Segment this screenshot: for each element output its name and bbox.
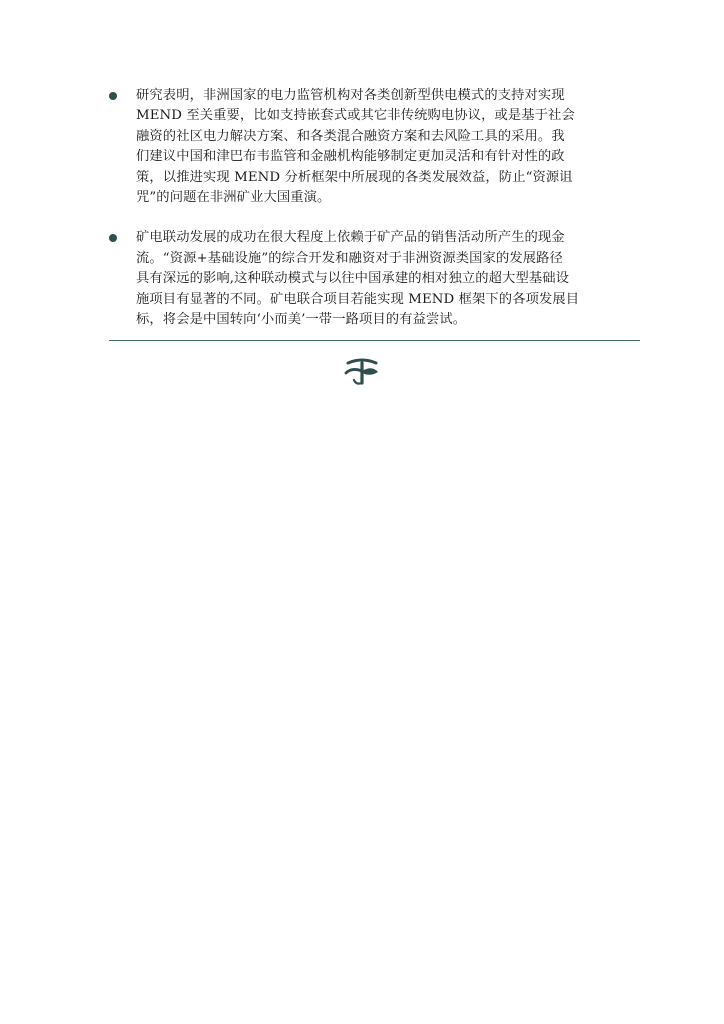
paragraph-line: 咒”的问题在非洲矿业大国重演。 [136, 190, 331, 206]
section-divider [109, 340, 640, 341]
bullet-dot-icon [109, 234, 117, 242]
bullet-dot-icon [109, 92, 117, 100]
sprout-ornament-icon [342, 355, 382, 387]
paragraph-line: 具有深远的影响,这种联动模式与以往中国承建的相对独立的超大型基础设 [136, 271, 570, 287]
paragraph-line: 融资的社区电力解决方案、和各类混合融资方案和去风险工具的采用。我 [136, 128, 565, 144]
bullet-item [108, 86, 608, 208]
paragraph-line: 矿电联动发展的成功在很大程度上依赖于矿产品的销售活动所产生的现金 [136, 230, 565, 246]
paragraph-line: 策，以推进实现 MEND 分析框架中所展现的各类发展效益，防止“资源诅 [136, 169, 573, 185]
paragraph-line: 施项目有显著的不同。矿电联合项目若能实现 MEND 框架下的各项发展目 [136, 291, 580, 307]
document-body [108, 86, 608, 350]
bullet-paragraph [136, 228, 608, 330]
paragraph-line: MEND 至关重要，比如支持嵌套式或其它非传统购电协议，或是基于社会 [136, 108, 575, 124]
bullet-item [108, 228, 608, 330]
paragraph-line: 流。“资源+基础设施”的综合开发和融资对于非洲资源类国家的发展路径 [136, 250, 563, 266]
bullet-paragraph [136, 86, 608, 208]
paragraph-line: 们建议中国和津巴布韦监管和金融机构能够制定更加灵活和有针对性的政 [136, 149, 565, 165]
paragraph-line: 研究表明，非洲国家的电力监管机构对各类创新型供电模式的支持对实现 [136, 88, 565, 103]
paragraph-line: 标，将会是中国转向‘小而美’一带一路项目的有益尝试。 [136, 312, 467, 328]
